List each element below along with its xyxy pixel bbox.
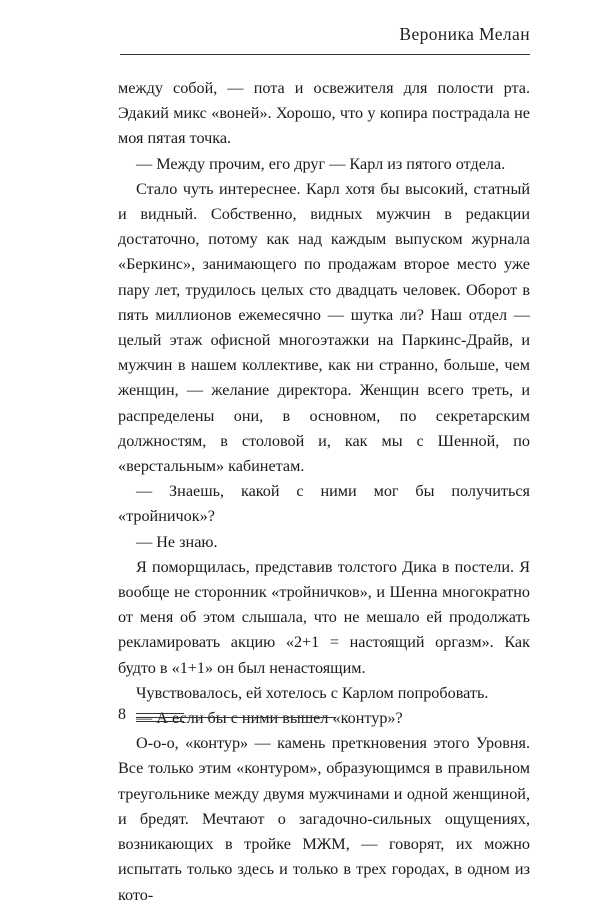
paragraph: между собой, — пота и освежителя для полости рта. Эдакий микс «воней». Хорошо, что у копира пострадала не моя пятая точка. (118, 79, 530, 148)
paragraph: — Не знаю. (136, 532, 218, 551)
footer-rule (136, 721, 184, 722)
footer-rules (136, 713, 336, 725)
paragraph: Стало чуть интереснее. Карл хотя бы высокий, статный и видный. Собственно, видных мужчин в редакции достаточно, потому как над каждым выпуском журнала «Беркинс», занимающего по продажам второе место уже пару лет, трудилось целых сто двадцать человек. Оборот в пять миллионов ежемесячно — шутка ли? Наш отдел — целый этаж офисной многоэтажки на Паркинс-Драйв, и мужчин в нашем коллективе, как ни странно, больше, чем женщин, — желание директора. Женщин всего треть, и распределены они, в основном, по секретарским должностям, в столовой и, как мы с Шенной, по «верстальным» кабинетам. (118, 179, 530, 476)
paragraph: — Между прочим, его друг — Карл из пятого отдела. (136, 154, 506, 173)
page-number: 8 (118, 706, 126, 723)
paragraph: — А если бы с ними вышел «контур»? (136, 709, 403, 728)
running-head-author: Вероника Мелан (399, 24, 530, 44)
paragraph: — Знаешь, какой с ними мог бы получиться «тройничок»? (118, 482, 530, 526)
paragraph: Я поморщилась, представив толстого Дика в постели. Я вообще не сторонник «тройничков», и Шенна многократно от меня об этом слышала, что не мешало ей продолжать рекламировать акцию «2+1 = настоящий оргазм». Как будто в «1+1» он был ненастоящим. (118, 557, 530, 677)
paragraph: О-о-о, «контур» — камень преткновения этого Уровня. Все только этим «контуром», образующимся в правильном треугольнике между двумя мужчинами и одной женщиной, и бредят. Мечтают о загадочно-сильных ощущениях, возникающих в тройке МЖМ, — говорят, их можно испытать только здесь и только в трех городах, в одном из кото- (118, 734, 530, 904)
footer-rule (136, 713, 184, 714)
paragraph: Чувствовалось, ей хотелось с Карлом попробовать. (136, 683, 489, 702)
body-text (118, 76, 530, 908)
header-rule (120, 54, 530, 55)
footer-rule (136, 717, 336, 718)
